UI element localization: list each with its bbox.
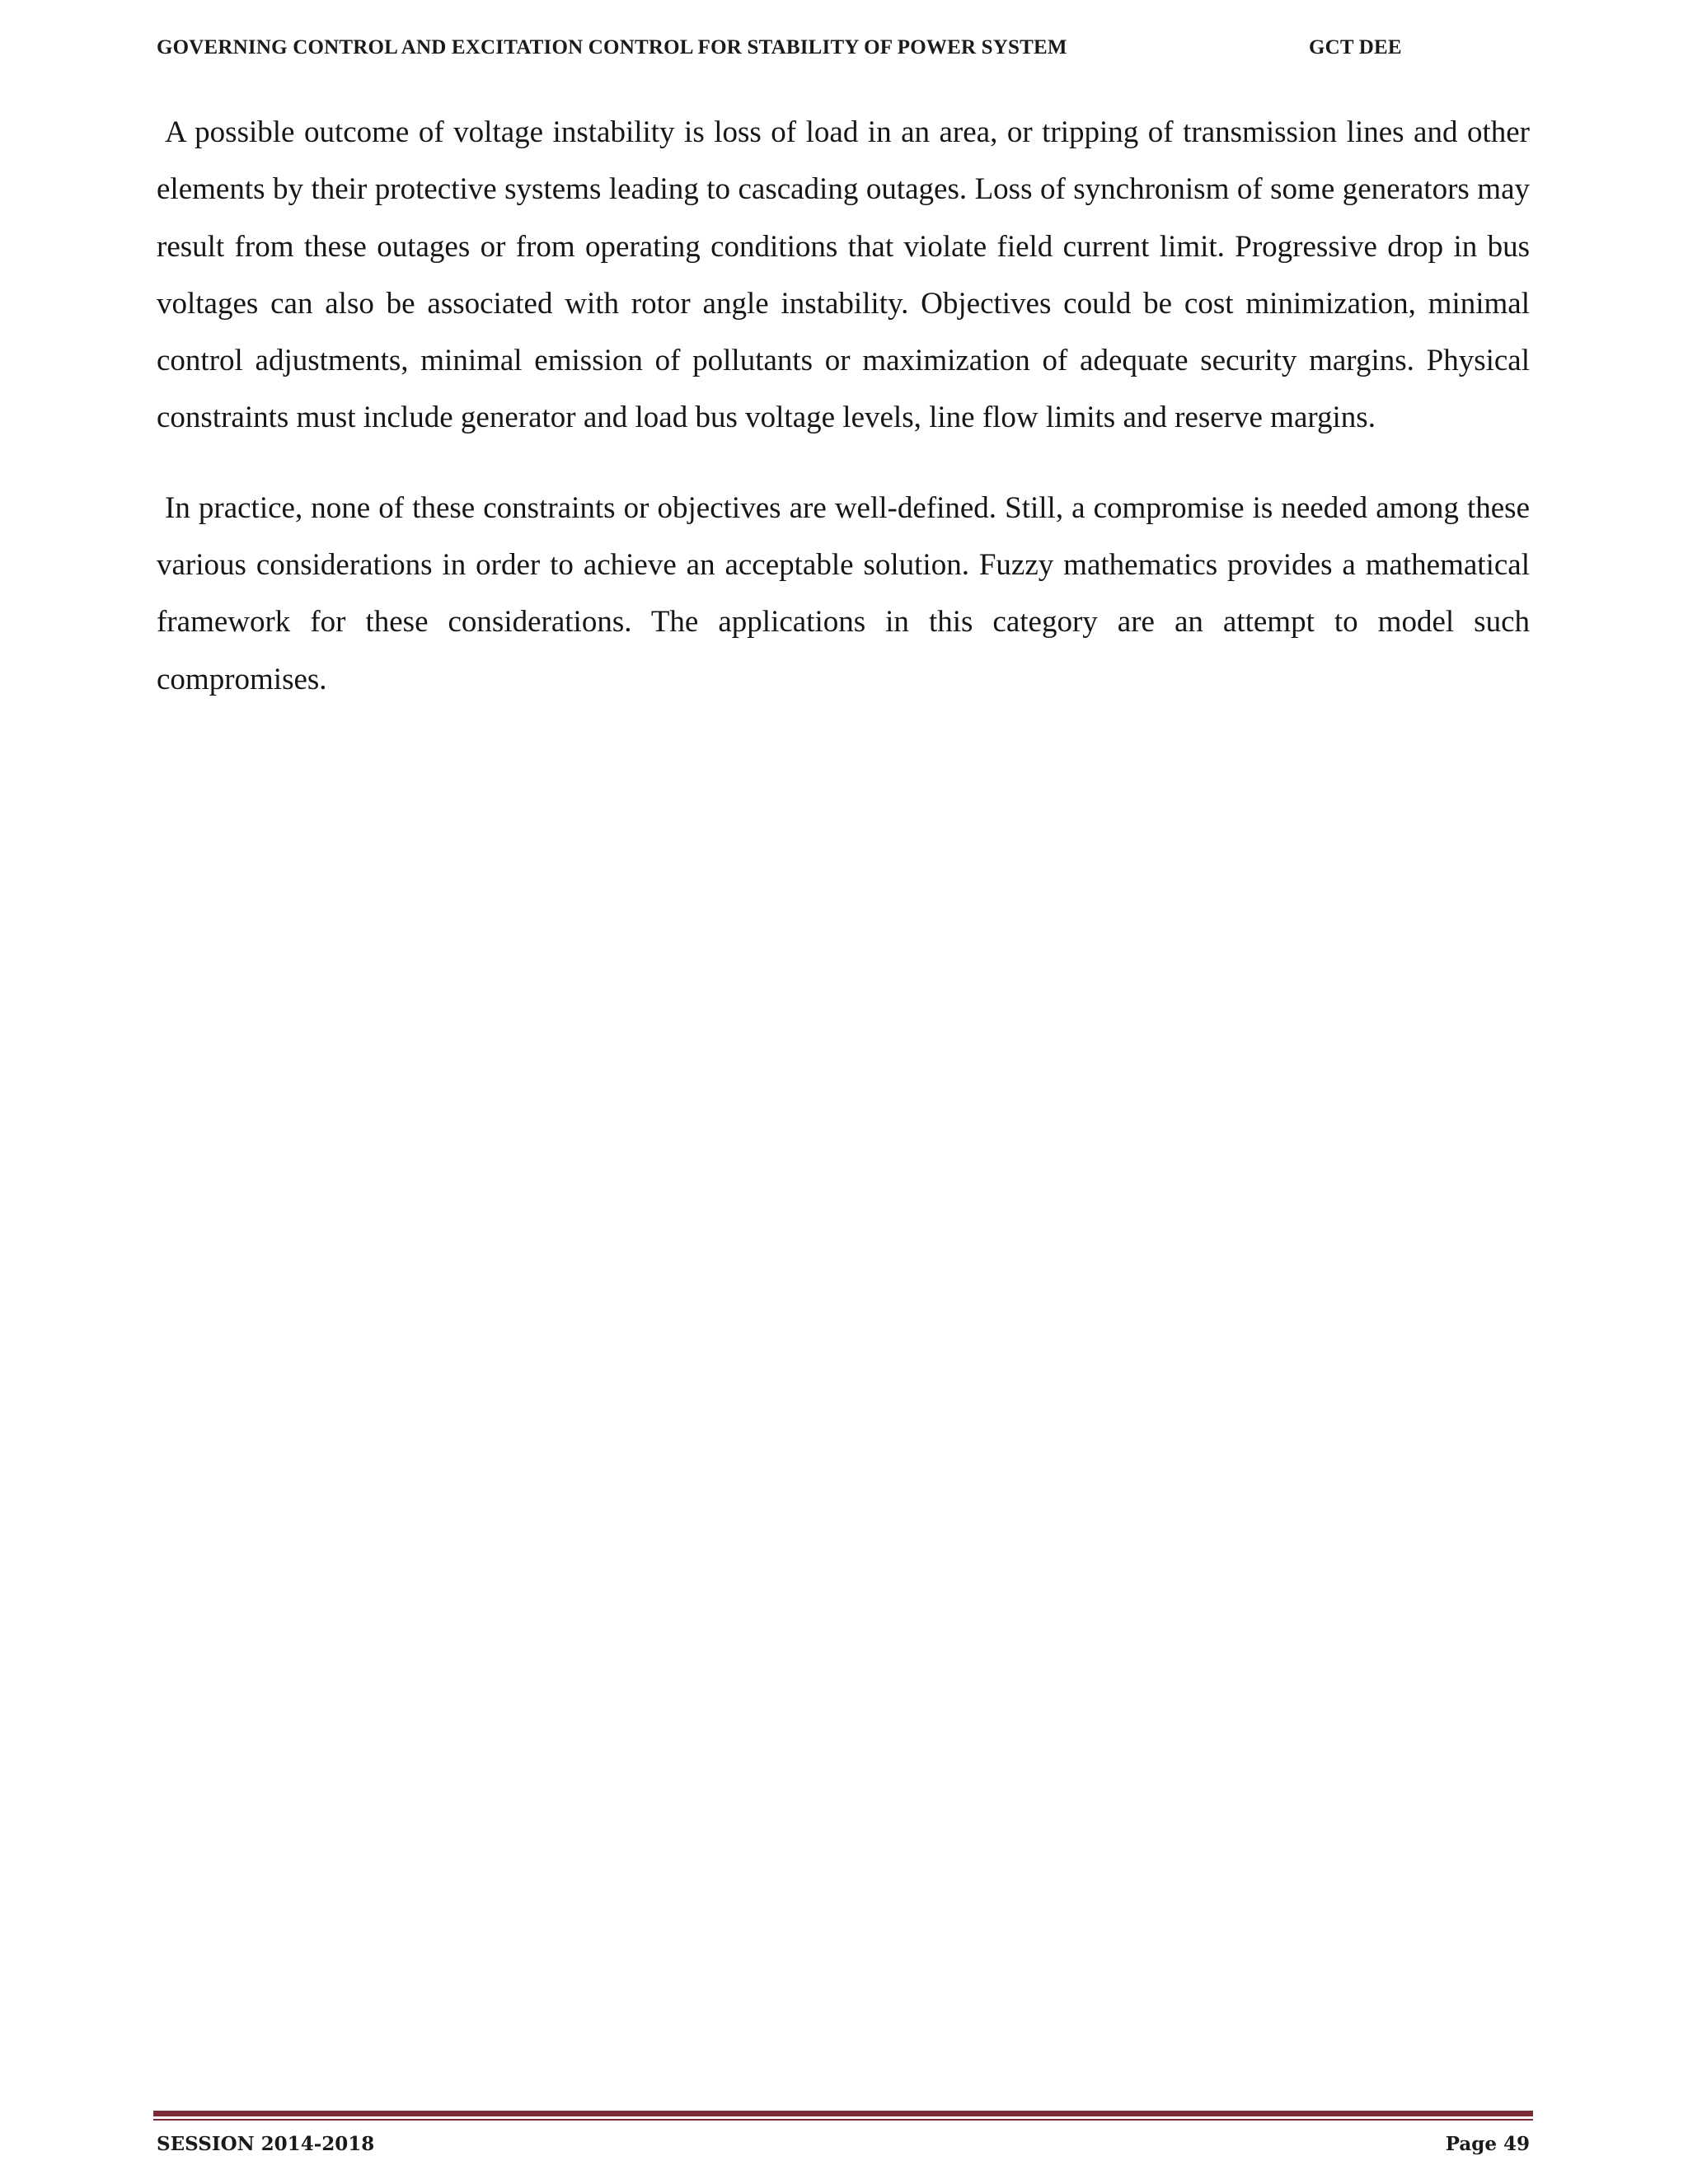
paragraph-voltage-instability: A possible outcome of voltage instability is loss of load in an area, or tripping of transmission lines and other elements by their protective systems leading to cascading outages. Loss of synchronism of some generators may result from these outages or from operating conditions that violate field current limit. Progressive drop in bus voltages can also be associated with rotor angle instability. Objectives could be cost minimization, minimal control adjustments, minimal emission of pollutants or maximization of adequate security margins. Physical constraints must include generator and load bus voltage levels, line flow limits and reserve margins. bbox=[157, 115, 1530, 435]
page-header bbox=[157, 36, 1409, 69]
session-label: SESSION 2014-2018 bbox=[157, 2133, 375, 2155]
department-label: GCT DEE bbox=[1309, 36, 1402, 59]
paragraph-fuzzy-compromise: In practice, none of these constraints or objectives are well-defined. Still, a compromise is needed among these various considerations in order to achieve an acceptable solution. Fuzzy mathematics provides a mathematical framework for these considerations. The applications in this category are an attempt to model such compromises. bbox=[157, 490, 1530, 696]
footer-divider bbox=[153, 2111, 1533, 2121]
document-title: GOVERNING CONTROL AND EXCITATION CONTROL FOR STABILITY OF POWER SYSTEM bbox=[157, 36, 1067, 59]
footer-divider-thick-line bbox=[153, 2111, 1533, 2116]
page-number: Page 49 bbox=[1445, 2133, 1530, 2155]
body-text bbox=[157, 104, 1530, 741]
page-footer bbox=[157, 2133, 1530, 2161]
footer-divider-thin-line bbox=[153, 2119, 1533, 2121]
